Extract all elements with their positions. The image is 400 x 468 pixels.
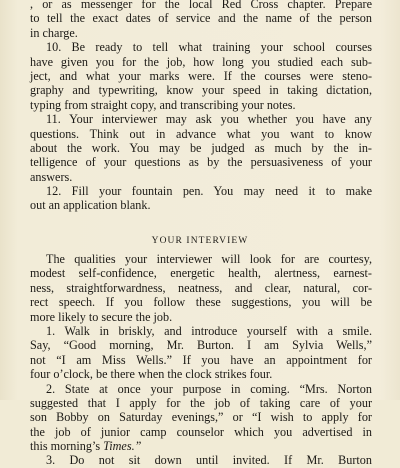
text-line: questions. Think out in advance what you want to know <box>30 126 372 141</box>
section-heading: YOUR INTERVIEW <box>151 236 249 246</box>
text-line: ness, straightforwardness, neatness, and clear, natural, cor- <box>30 280 372 295</box>
text-line: to tell the exact dates of service and the name of the person <box>30 11 372 26</box>
text-line: more likely to secure the job. <box>30 309 173 324</box>
text-line: answers. <box>30 169 73 184</box>
list-item-1: 1. Walk in briskly, and introduce yourself with a smile. <box>46 323 372 338</box>
list-item-11: 11. Your interviewer may ask you whether you have any <box>46 112 372 127</box>
text-line: suggested that I apply for the job of taking care of your <box>30 395 372 410</box>
newspaper-title: Times.” <box>103 439 142 454</box>
text-line: typing from straight copy, and transcribing your notes. <box>30 97 296 112</box>
text-line: Say, “Good morning, Mr. Burton. I am Sylvia Wells,” <box>30 338 372 353</box>
text-line: , or as messenger for the local Red Cross chapter. Prepare <box>30 0 372 11</box>
text-line: telligence of your questions as by the persuasiveness of your <box>30 155 372 170</box>
text-line: out an application blank. <box>30 198 151 213</box>
text-line: about the work. You may be judged as much by the in- <box>30 140 372 155</box>
list-item-12: 12. Fill your fountain pen. You may need it to make <box>46 184 372 199</box>
text-line: in charge. <box>30 25 78 40</box>
text-line: graphy and typewriting, know your speed in taking dictation, <box>30 83 372 98</box>
text-line: rect speech. If you follow these suggestions, you will be <box>30 295 372 310</box>
text-line: The qualities your interviewer will look for are courtesy, <box>46 252 372 266</box>
text-line: have given you for the job, how long you studied each sub- <box>30 54 372 69</box>
text-line: son Bobby on Saturday evenings,” or “I wish to apply for <box>30 410 372 425</box>
text-line: modest self-confidence, energetic health, alertness, earnest- <box>30 266 372 281</box>
text-line: ject, and what your marks were. If the courses were steno- <box>30 68 372 83</box>
text-line: four o’clock, be there when the clock strikes four. <box>30 367 273 382</box>
top-text-block <box>30 0 372 213</box>
list-item-2: 2. State at once your purpose in coming. “Mrs. Norton <box>46 381 372 396</box>
text-fragment: this morning’s <box>30 439 104 454</box>
text-line: not “I am Miss Wells.” If you have an appointment for <box>30 352 372 367</box>
list-item-3: 3. Do not sit down until invited. If Mr. Burton <box>46 453 372 468</box>
list-item-10: 10. Be ready to tell what training your school courses <box>46 40 372 55</box>
text-line: the job of junior camp counselor which you advertised in <box>30 424 372 439</box>
bottom-text-block <box>30 252 372 468</box>
text-line <box>30 439 372 453</box>
